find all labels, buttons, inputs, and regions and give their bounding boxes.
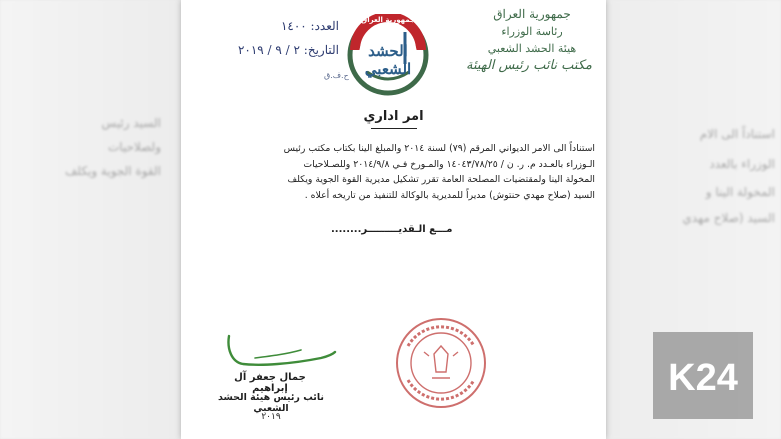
- signatory-role: نائب رئيس هيئة الحشد الشعبي: [218, 392, 324, 414]
- reference-code: ح.ف.ق: [324, 71, 349, 80]
- letterhead-office: مكتب نائب رئيس الهيئة: [466, 58, 592, 73]
- signatory-name: جمال جعفر آل إبراهيم: [234, 372, 306, 394]
- handwritten-signature-icon: [221, 328, 341, 378]
- letterhead-ministry: رئاسة الوزراء: [501, 25, 563, 38]
- document-body: [217, 141, 595, 203]
- background-text-line: استناداً الى الام: [699, 127, 775, 141]
- body-line: السيد (صلاح مهدي حنتوش) مديراً للمديرية بالوكالة للتنفيذ من تاريخه أعلاه .: [304, 189, 595, 201]
- body-line: الـوزراء بالعـدد م. ر. ن / ١٤٠٤٣/٧٨/٢٥ والمـورخ فـي ٢٠١٤/٩/٨ وللصـلاحيات: [303, 158, 595, 170]
- background-text-line: السيد رئيس: [101, 116, 161, 130]
- logo-main-text: الحشد الشعبي: [364, 42, 412, 78]
- document-number: العدد: ١٤٠٠: [280, 19, 339, 33]
- official-document: [181, 0, 606, 439]
- k24-logo-text: K24: [668, 357, 738, 399]
- letterhead-right: [466, 6, 592, 74]
- title-underline: [371, 128, 417, 129]
- closing-line: مـــع الـقديـــــــــر........: [331, 224, 453, 235]
- background-text-line: القوة الجوية ويكلف: [64, 164, 161, 178]
- document-title: امر اداري: [363, 109, 424, 124]
- letterhead-left: [209, 14, 339, 62]
- body-line: استناداً الى الامر الديواني المرقم (٧٩) لسنة ٢٠١٤ والمبلغ الينا بكتاب مكتب رئيس: [283, 143, 595, 154]
- letterhead-authority: هيئة الحشد الشعبي: [487, 42, 577, 55]
- background-text-line: ولصلاحيات: [107, 140, 161, 154]
- background-text-line: المخولة الينا و: [705, 185, 775, 199]
- signature-year: ٢٠١٩: [261, 412, 281, 422]
- letterhead-country: جمهورية العراق: [493, 7, 571, 21]
- document-date: التاريخ: ٢ / ٩ / ٢٠١٩: [237, 43, 339, 57]
- k24-logo-icon: [653, 332, 753, 419]
- body-line: المخولة الينا ولمقتضيات المصلحة العامة تقرر تشكيل مديرية القوة الجوية ويكلف: [287, 174, 595, 185]
- background-page-left: [0, 0, 181, 439]
- background-text-line: السيد (صلاح مهدي: [682, 211, 775, 225]
- background-text-line: الوزراء بالعدد: [709, 157, 775, 171]
- logo-arc-text: جمهورية العراق: [360, 16, 416, 24]
- official-stamp-icon: [394, 316, 488, 410]
